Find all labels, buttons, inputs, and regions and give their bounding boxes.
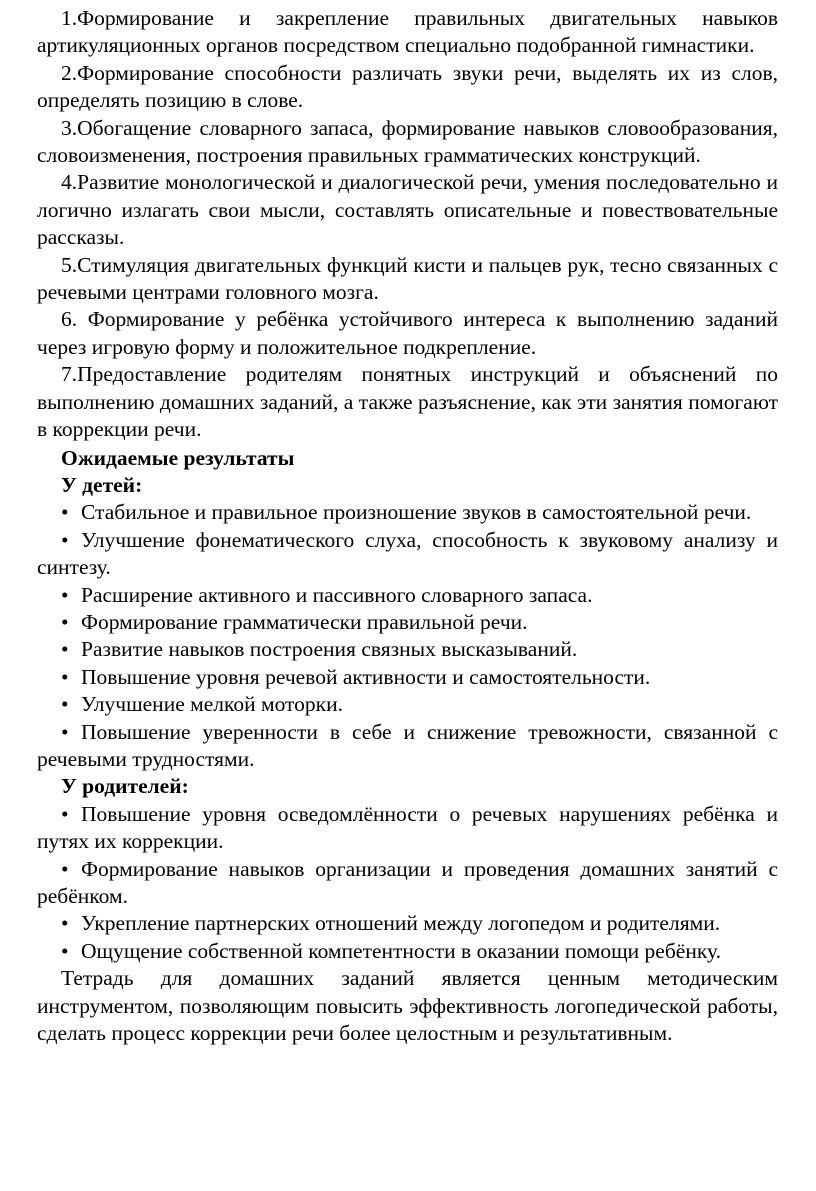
bullet-mark: • [61,637,69,662]
bullet-text: Укрепление партнерских отношений между логопедом и родителями. [81,911,721,936]
task-paragraph-5: 5.Стимуляция двигательных функций кисти и пальцев рук, тесно связанных с речевыми центрами головного мозга. [37,252,778,305]
bullet-mark: • [61,527,69,552]
results-heading: Ожидаемые результаты [61,445,295,470]
parents-heading: У родителей: [61,774,189,799]
children-bullet-item [37,719,778,774]
task-paragraph-3: 3.Обогащение словарного запаса, формирование навыков словообразования, словоизменения, построения правильных грамматических конструкций. [37,115,778,168]
parents-bullet-item [37,910,778,937]
task-paragraph-6: 6. Формирование у ребёнка устойчивого интереса к выполнению заданий через игровую форму и положительное подкрепление. [37,307,778,359]
children-bullet-item [37,691,778,718]
bullet-mark: • [61,801,69,826]
children-bullet-item [37,499,778,526]
children-bullet-item [37,527,778,582]
bullet-mark: • [61,500,69,525]
bullet-mark: • [61,938,69,963]
bullet-text: Формирование навыков организации и проведения домашних занятий с ребёнком. [37,856,778,908]
bullet-mark: • [61,692,69,717]
bullet-text: Расширение активного и пассивного словарного запаса. [81,582,593,607]
bullet-text: Улучшение фонематического слуха, способность к звуковому анализу и синтезу. [37,527,778,580]
task-paragraph-1: 1.Формирование и закрепление правильных двигательных навыков артикуляционных органов посредством специально подобранной гимнастики. [37,6,778,58]
bullet-text: Повышение уверенности в себе и снижение тревожности, связанной с речевыми трудностями. [37,719,778,771]
parents-bullet-item [37,938,778,965]
bullet-text: Ощущение собственной компетентности в оказании помощи ребёнку. [81,938,721,963]
bullet-text: Повышение уровня осведомлённости о речевых нарушениях ребёнка и путях их коррекции. [37,801,778,854]
children-bullet-item [37,664,778,691]
bullet-mark: • [61,911,69,936]
bullet-mark: • [61,582,69,607]
task-paragraph-7: 7.Предоставление родителям понятных инструкций и объяснений по выполнению домашних заданий, а также разъяснение, как эти занятия помогают в коррекции речи. [37,362,778,442]
task-paragraph-4: 4.Развитие монологической и диалогической речи, умения последовательно и логично излагать свои мысли, составлять описательные и повествовательные рассказы. [37,170,778,250]
children-heading: У детей: [61,472,143,497]
bullet-mark: • [61,856,69,881]
bullet-text: Улучшение мелкой моторки. [81,692,343,717]
bullet-text: Развитие навыков построения связных высказываний. [81,637,578,662]
parents-bullet-item [37,856,778,911]
conclusion-paragraph: Тетрадь для домашних заданий является ценным методическим инструментом, позволяющим повысить эффективность логопедической работы, сделать процесс коррекции речи более целостным и результативным. [37,966,778,1046]
bullet-mark: • [61,609,69,634]
children-bullet-item [37,609,778,636]
children-bullet-item [37,582,778,609]
bullet-mark: • [61,719,69,744]
bullet-text: Стабильное и правильное произношение звуков в самостоятельной речи. [81,500,752,525]
parents-bullet-item [37,801,778,856]
bullet-mark: • [61,664,69,689]
bullet-text: Повышение уровня речевой активности и самостоятельности. [81,664,651,689]
bullet-text: Формирование грамматически правильной речи. [81,609,528,634]
children-bullet-item [37,636,778,663]
task-paragraph-2: 2.Формирование способности различать звуки речи, выделять их из слов, определять позицию в слове. [37,60,778,113]
